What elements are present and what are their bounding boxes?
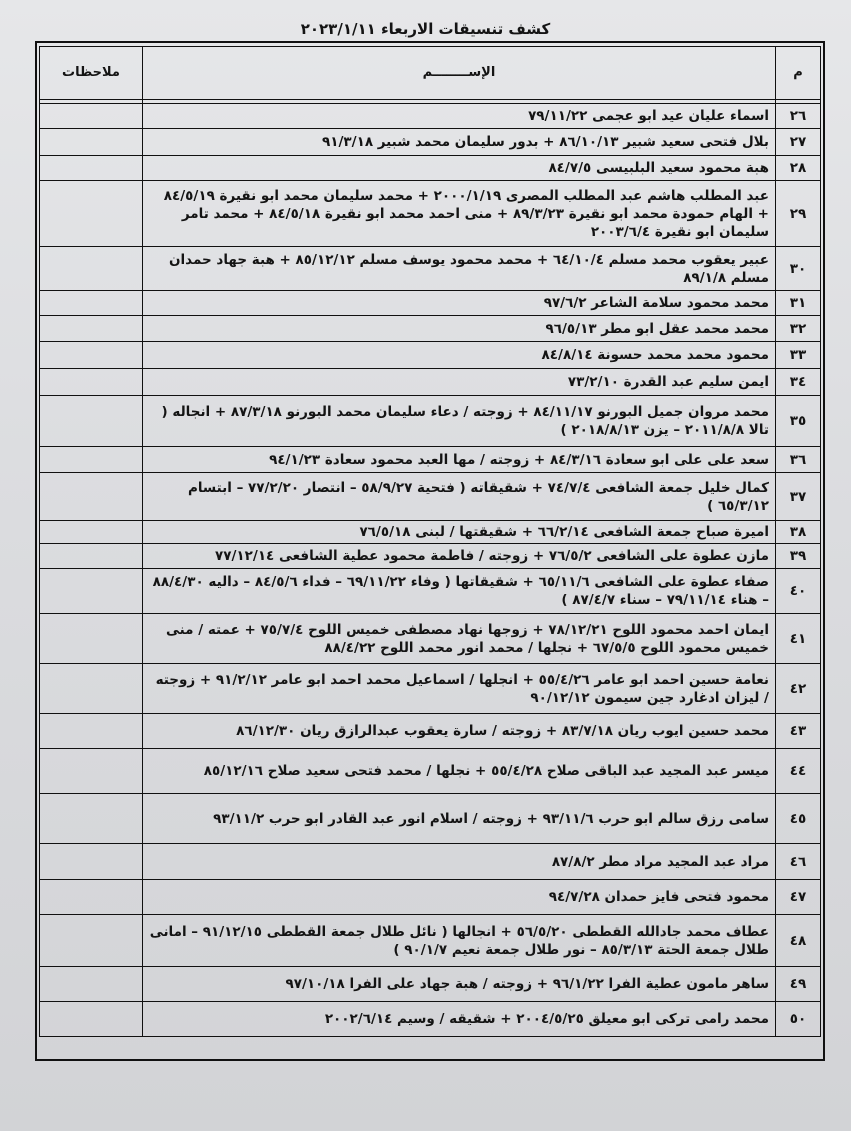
row-number: ٤٧	[776, 880, 821, 915]
table-row	[40, 447, 821, 473]
row-name: عبد المطلب هاشم عبد المطلب المصرى ٢٠٠٠/١/١٩ + محمد سليمان محمد ابو نقيرة ٨٤/٥/١٩ + الهام حمودة محمد ابو نقيرة ٨٩/٣/٢٣ + منى احمد محمد ابو نقيرة ٨٤/٥/١٨ + محمد تامر سليمان ابو نقيرة ٢٠٠٣/٦/٤	[143, 181, 776, 247]
row-number: ٤١	[776, 614, 821, 664]
table-row	[40, 521, 821, 544]
row-number: ٢٧	[776, 129, 821, 156]
row-name: عطاف محمد جادالله القططى ٥٦/٥/٢٠ + انجالها ( نائل طلال جمعة القططى ٩١/١٢/١٥ – امانى طلال جمعة الحتة ٨٥/٣/١٣ – نور طلال جمعة نعيم ٩٠/١/٧ )	[143, 915, 776, 967]
row-number: ٣٩	[776, 544, 821, 569]
row-notes	[40, 247, 143, 291]
table-row	[40, 181, 821, 247]
row-name: اميرة صباح جمعة الشافعى ٦٦/٢/١٤ + شقيقتها / لبنى ٧٦/٥/١٨	[143, 521, 776, 544]
row-number: ٤٥	[776, 794, 821, 844]
header-name: الإســــــــم	[143, 47, 776, 100]
roster-table	[39, 46, 821, 1037]
row-name: نعامة حسين احمد ابو عامر ٥٥/٤/٢٦ + انجلها / اسماعيل محمد احمد ابو عامر ٩١/٢/١٢ + زوجته / ليزان ادغارد جين سيمون ٩٠/١٢/١٢	[143, 664, 776, 714]
table-row	[40, 369, 821, 396]
table-row	[40, 880, 821, 915]
table-row	[40, 129, 821, 156]
row-notes	[40, 521, 143, 544]
row-notes	[40, 156, 143, 181]
table-row	[40, 544, 821, 569]
row-name: محمد محمد عقل ابو مطر ٩٦/٥/١٣	[143, 316, 776, 342]
row-name: عبير يعقوب محمد مسلم ٦٤/١٠/٤ + محمد محمود يوسف مسلم ٨٥/١٢/١٢ + هبة جهاد حمدان مسلم ٨٩/١/٨	[143, 247, 776, 291]
row-name: مراد عبد المجيد مراد مطر ٨٧/٨/٢	[143, 844, 776, 880]
row-name: ميسر عبد المجيد عبد الباقى صلاح ٥٥/٤/٢٨ + نجلها / محمد فتحى سعيد صلاح ٨٥/١٢/١٦	[143, 749, 776, 794]
table-row	[40, 614, 821, 664]
page-title: كشف تنسيقات الاربعاء ٢٠٢٣/١/١١	[300, 20, 551, 38]
row-notes	[40, 915, 143, 967]
row-notes	[40, 316, 143, 342]
row-notes	[40, 844, 143, 880]
row-notes	[40, 880, 143, 915]
row-number: ٥٠	[776, 1002, 821, 1037]
row-number: ٤٨	[776, 915, 821, 967]
row-number: ٣٤	[776, 369, 821, 396]
table-row	[40, 794, 821, 844]
row-name: بلال فتحى سعيد شبير ٨٦/١٠/١٣ + بدور سليمان محمد شبير ٩١/٣/١٨	[143, 129, 776, 156]
table-header-row	[40, 47, 821, 100]
row-notes	[40, 291, 143, 316]
row-number: ٤٢	[776, 664, 821, 714]
row-name: اسماء عليان عيد ابو عجمى ٧٩/١١/٢٢	[143, 104, 776, 129]
row-number: ٣٧	[776, 473, 821, 521]
table-row	[40, 967, 821, 1002]
row-number: ٢٨	[776, 156, 821, 181]
row-notes	[40, 369, 143, 396]
row-number: ٢٦	[776, 104, 821, 129]
row-name: ساهر مامون عطية الفرا ٩٦/١/٢٢ + زوجته / هبة جهاد على الفرا ٩٧/١٠/١٨	[143, 967, 776, 1002]
row-name: محمد حسين ايوب ريان ٨٣/٧/١٨ + زوجته / سارة يعقوب عبدالرازق ريان ٨٦/١٢/٣٠	[143, 714, 776, 749]
row-notes	[40, 967, 143, 1002]
row-number: ٤٩	[776, 967, 821, 1002]
row-number: ٤٣	[776, 714, 821, 749]
row-name: محمد رامى تركى ابو معيلق ٢٠٠٤/٥/٢٥ + شقيقه / وسيم ٢٠٠٢/٦/١٤	[143, 1002, 776, 1037]
table-row	[40, 569, 821, 614]
row-number: ٣٨	[776, 521, 821, 544]
row-number: ٤٤	[776, 749, 821, 794]
row-number: ٣١	[776, 291, 821, 316]
row-notes	[40, 342, 143, 369]
table-row	[40, 1002, 821, 1037]
table-row	[40, 247, 821, 291]
row-notes	[40, 473, 143, 521]
row-notes	[40, 396, 143, 447]
table-row	[40, 342, 821, 369]
row-name: ايمن سليم عبد القدرة ٧٣/٢/١٠	[143, 369, 776, 396]
row-name: كمال خليل جمعة الشافعى ٧٤/٧/٤ + شقيقاته ( فتحية ٥٨/٩/٢٧ – انتصار ٧٧/٢/٢٠ – ابتسام ٦٥/٣/١٢ )	[143, 473, 776, 521]
row-number: ٣٦	[776, 447, 821, 473]
row-notes	[40, 1002, 143, 1037]
row-name: سامى رزق سالم ابو حرب ٩٣/١١/٦ + زوجته / اسلام انور عبد القادر ابو حرب ٩٣/١١/٢	[143, 794, 776, 844]
row-name: صفاء عطوة على الشافعى ٦٥/١١/٦ + شقيقاتها ( وفاء ٦٩/١١/٢٢ – فداء ٨٤/٥/٦ – داليه ٨٨/٤/٣٠ – هناء ٧٩/١١/١٤ – سناء ٨٧/٤/٧ )	[143, 569, 776, 614]
row-number: ٣٣	[776, 342, 821, 369]
row-name: محمد مروان جميل البورنو ٨٤/١١/١٧ + زوجته / دعاء سليمان محمد البورنو ٨٧/٣/١٨ + انجاله ( تالا ٢٠١١/٨/٨ – يزن ٢٠١٨/٨/١٣ )	[143, 396, 776, 447]
row-number: ٢٩	[776, 181, 821, 247]
row-name: محمود فتحى فايز حمدان ٩٤/٧/٢٨	[143, 880, 776, 915]
table-body	[40, 104, 821, 1037]
row-name: ايمان احمد محمود اللوح ٧٨/١٢/٢١ + زوجها نهاد مصطفى خميس اللوح ٧٥/٧/٤ + عمته / منى خميس محمود اللوح ٦٧/٥/٥ + نجلها / محمد انور محمد اللوح ٨٨/٤/٢٢	[143, 614, 776, 664]
row-name: محمود محمد محمد حسونة ٨٤/٨/١٤	[143, 342, 776, 369]
table-row	[40, 291, 821, 316]
row-notes	[40, 714, 143, 749]
header-number: م	[776, 47, 821, 100]
table-row	[40, 915, 821, 967]
row-number: ٣٥	[776, 396, 821, 447]
table-row	[40, 844, 821, 880]
row-notes	[40, 569, 143, 614]
row-number: ٣٠	[776, 247, 821, 291]
table-row	[40, 473, 821, 521]
table-row	[40, 396, 821, 447]
table-row	[40, 156, 821, 181]
row-notes	[40, 544, 143, 569]
table-row	[40, 316, 821, 342]
table-row	[40, 749, 821, 794]
header-notes: ملاحظات	[40, 47, 143, 100]
row-notes	[40, 794, 143, 844]
row-number: ٣٢	[776, 316, 821, 342]
row-notes	[40, 181, 143, 247]
row-name: هبة محمود سعيد البلبيسى ٨٤/٧/٥	[143, 156, 776, 181]
row-number: ٤٦	[776, 844, 821, 880]
row-name: سعد على على ابو سعادة ٨٤/٣/١٦ + زوجته / مها العبد محمود سعادة ٩٤/١/٢٣	[143, 447, 776, 473]
row-notes	[40, 447, 143, 473]
row-notes	[40, 129, 143, 156]
row-notes	[40, 749, 143, 794]
row-notes	[40, 614, 143, 664]
table-row	[40, 664, 821, 714]
row-name: محمد محمود سلامة الشاعر ٩٧/٦/٢	[143, 291, 776, 316]
table-row	[40, 104, 821, 129]
table-row	[40, 714, 821, 749]
row-name: مازن عطوة على الشافعى ٧٦/٥/٢ + زوجته / فاطمة محمود عطية الشافعى ٧٧/١٢/١٤	[143, 544, 776, 569]
row-number: ٤٠	[776, 569, 821, 614]
row-notes	[40, 664, 143, 714]
row-notes	[40, 104, 143, 129]
